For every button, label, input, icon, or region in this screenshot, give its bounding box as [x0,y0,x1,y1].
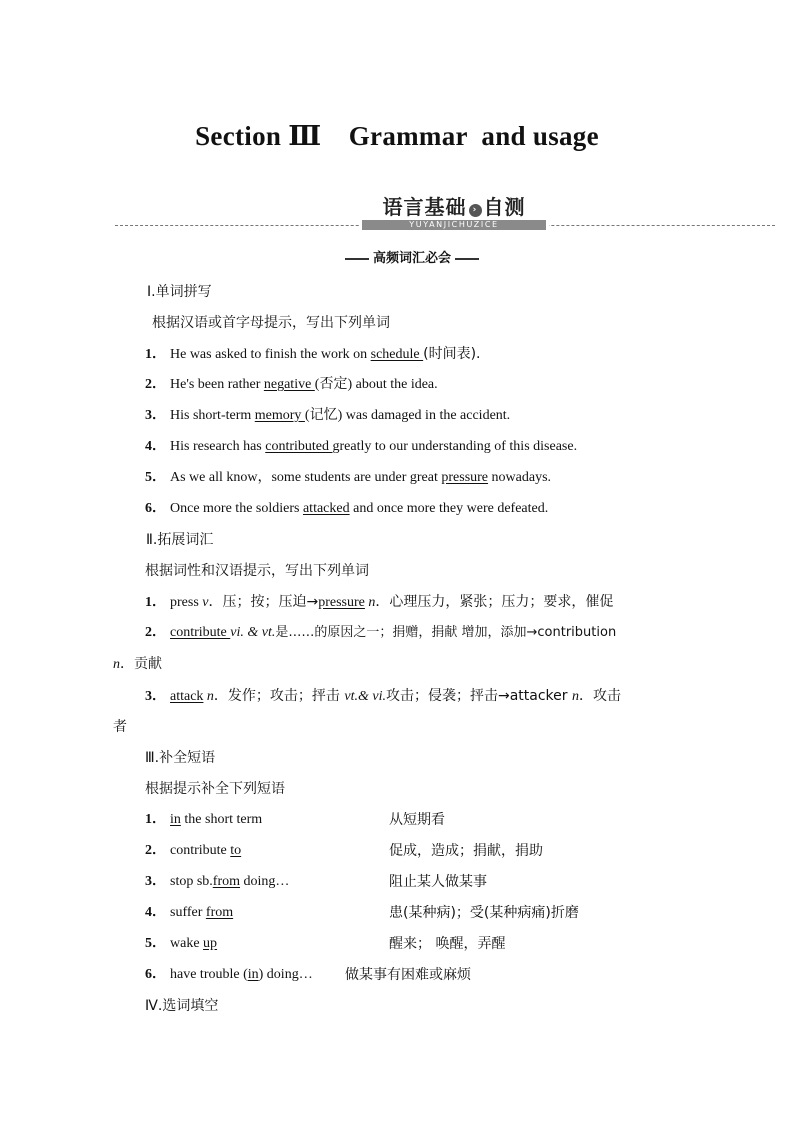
list-item: 6． Once more the soldiers attacked and once more they were defeated. [145,501,549,516]
part3-heading: Ⅲ.补全短语 [145,750,216,766]
phrase-row: 5． wake up [145,936,218,951]
page-title: Section Ⅲ Grammar and usage [195,121,599,151]
list-item: 1． He was asked to finish the work on schedule (时间表). [145,346,481,362]
banner-right-text: 自测 [483,195,526,219]
list-item: 3． His short-term memory (记忆) was damaged in the accident. [145,408,511,423]
part1-instruction: 根据汉语或首字母提示，写出下列单词 [152,315,390,331]
banner-box [359,194,549,232]
arrow-circle-icon: › [469,204,482,217]
banner-left-text: 语言基础 [382,195,467,219]
subheading [345,249,479,267]
answer: up [203,936,218,951]
part2-instruction: 根据词性和汉语提示，写出下列单词 [145,563,369,579]
list-item-continuation: 者 [113,719,127,735]
answer: contributed [265,439,333,454]
list-item: 4． His research has contributed greatly to our understanding of this disease. [145,439,578,454]
answer: pressure [318,595,365,610]
answer: schedule [370,347,424,362]
subheading-text: 高频词汇必会 [369,251,455,266]
answer: memory [254,408,305,423]
part1-heading: Ⅰ.单词拼写 [147,284,212,300]
phrase-row: 1． in the short term [145,812,263,827]
phrase-meaning: 从短期看 [389,812,445,828]
answer: attacked [302,501,350,516]
phrase-row: 6． have trouble (in) doing… [145,967,313,982]
phrase-row: 2． contribute to [145,843,242,858]
phrase-meaning: 做某事有困难或麻烦 [345,967,471,983]
phrase-meaning: 阻止某人做某事 [389,874,487,890]
answer: pressure [441,470,489,485]
part2-heading: Ⅱ.拓展词汇 [146,532,214,548]
answer: in [170,812,181,827]
answer: to [230,843,242,858]
list-item: 3． attack n．发作；攻击；抨击 vt.& vi.攻击；侵袭；抨击→attacker n．攻击 [145,688,621,704]
list-item-continuation: n．贡献 [113,656,162,672]
section-banner [115,194,775,234]
answer: attack [170,689,204,704]
phrase-row: 3． stop sb.from doing… [145,874,290,889]
list-item: 2． contribute vi. & vt.是……的原因之一；捐赠，捐献 增加，添加→contribution [145,625,617,640]
phrase-meaning: 患(某种病)；受(某种病痛)折磨 [389,905,579,921]
answer: contribute [170,625,231,640]
list-item: 2． He's been rather negative (否定) about the idea. [145,377,438,392]
part3-instruction: 根据提示补全下列短语 [145,781,285,797]
phrase-meaning: 促成，造成；捐献，捐助 [389,843,543,859]
answer: from [212,874,241,889]
banner-pinyin: YUYANJICHUZICE [362,220,546,230]
answer: from [205,905,234,920]
phrase-row: 4． suffer from [145,905,234,920]
answer: in [247,967,259,982]
list-item: 1． press v．压；按；压迫→pressure n．心理压力，紧张；压力；要求，催促 [145,594,614,610]
part4-heading: Ⅳ.选词填空 [145,998,219,1014]
list-item: 5． As we all know，some students are under great pressure nowadays. [145,470,552,485]
answer: negative [263,377,315,392]
phrase-meaning: 醒来； 唤醒，弄醒 [389,936,506,952]
